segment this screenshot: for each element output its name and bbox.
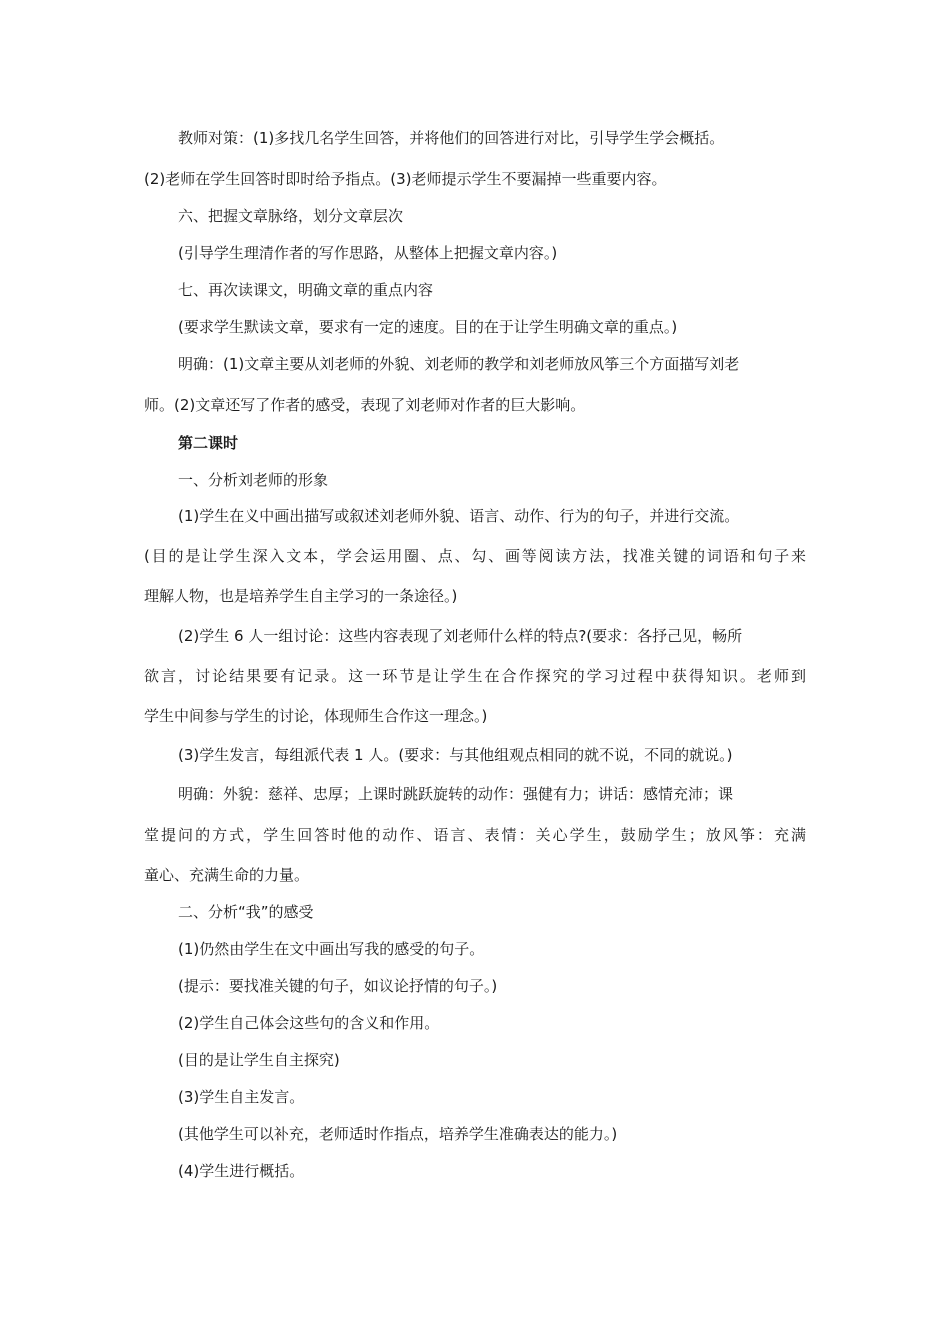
paragraph-clarify-2-line2: 堂提问的方式，学生回答时他的动作、语言、表情：关心学生，鼓励学生；放风筝：充满	[144, 826, 806, 844]
paragraph-feel-4: (4)学生进行概括。	[178, 1162, 305, 1180]
section-heading-7: 七、再次读课文，明确文章的重点内容	[178, 281, 434, 299]
paragraph-step-2-line2: 欲言，讨论结果要有记录。这一环节是让学生在合作探究的学习过程中获得知识。老师到	[144, 667, 806, 685]
section-heading-1: 一、分析刘老师的形象	[178, 471, 329, 489]
section-heading-2: 二、分析“我”的感受	[178, 903, 314, 921]
paragraph-teacher-strategy-line1: 教师对策：(1)多找几名学生回答，并将他们的回答进行对比，引导学生学会概括。	[178, 129, 725, 147]
paragraph-feel-hint: (提示：要找准关键的句子，如议论抒情的句子。)	[178, 977, 498, 995]
paragraph-clarify-2-line3: 童心、充满生命的力量。	[144, 866, 310, 884]
paragraph-note-6: (引导学生理清作者的写作思路，从整体上把握文章内容。)	[178, 244, 558, 262]
paragraph-step-2-line1: (2)学生 6 人一组讨论：这些内容表现了刘老师什么样的特点?(要求：各抒己见，畅所	[178, 627, 743, 645]
paragraph-feel-2: (2)学生自己体会这些句的含义和作用。	[178, 1014, 440, 1032]
paragraph-step-1-line1: (1)学生在义中画出描写或叙述刘老师外貌、语言、动作、行为的句子，并进行交流。	[178, 507, 740, 525]
paragraph-feel-1: (1)仍然由学生在文中画出写我的感受的句子。	[178, 940, 485, 958]
paragraph-clarify-1-line1: 明确：(1)文章主要从刘老师的外貌、刘老师的教学和刘老师放风筝三个方面描写刘老	[178, 355, 740, 373]
paragraph-teacher-strategy-line2: (2)老师在学生回答时即时给予指点。(3)老师提示学生不要漏掉一些重要内容。	[144, 170, 667, 188]
paragraph-step-3: (3)学生发言，每组派代表 1 人。(要求：与其他组观点相同的就不说，不同的就说。)	[178, 746, 733, 764]
paragraph-note-7: (要求学生默读文章，要求有一定的速度。目的在于让学生明确文章的重点。)	[178, 318, 678, 336]
paragraph-clarify-1-line2: 师。(2)文章还写了作者的感受，表现了刘老师对作者的巨大影响。	[144, 396, 586, 414]
lesson-heading: 第二课时	[178, 434, 239, 452]
paragraph-feel-supplement: (其他学生可以补充，老师适时作指点，培养学生准确表达的能力。)	[178, 1125, 618, 1143]
paragraph-step-2-line3: 学生中间参与学生的讨论，体现师生合作这一理念。)	[144, 707, 488, 725]
section-heading-6: 六、把握文章脉络，划分文章层次	[178, 207, 404, 225]
paragraph-feel-3: (3)学生自主发言。	[178, 1088, 305, 1106]
paragraph-step-1-line3: 理解人物，也是培养学生自主学习的一条途径。)	[144, 587, 458, 605]
paragraph-clarify-2-line1: 明确：外貌：慈祥、忠厚；上课时跳跃旋转的动作：强健有力；讲话：感情充沛；课	[178, 785, 734, 803]
paragraph-step-1-line2: (目的是让学生深入文本，学会运用圈、点、勾、画等阅读方法，找准关键的词语和句子来	[144, 547, 806, 565]
paragraph-feel-purpose: (目的是让学生自主探究)	[178, 1051, 340, 1069]
